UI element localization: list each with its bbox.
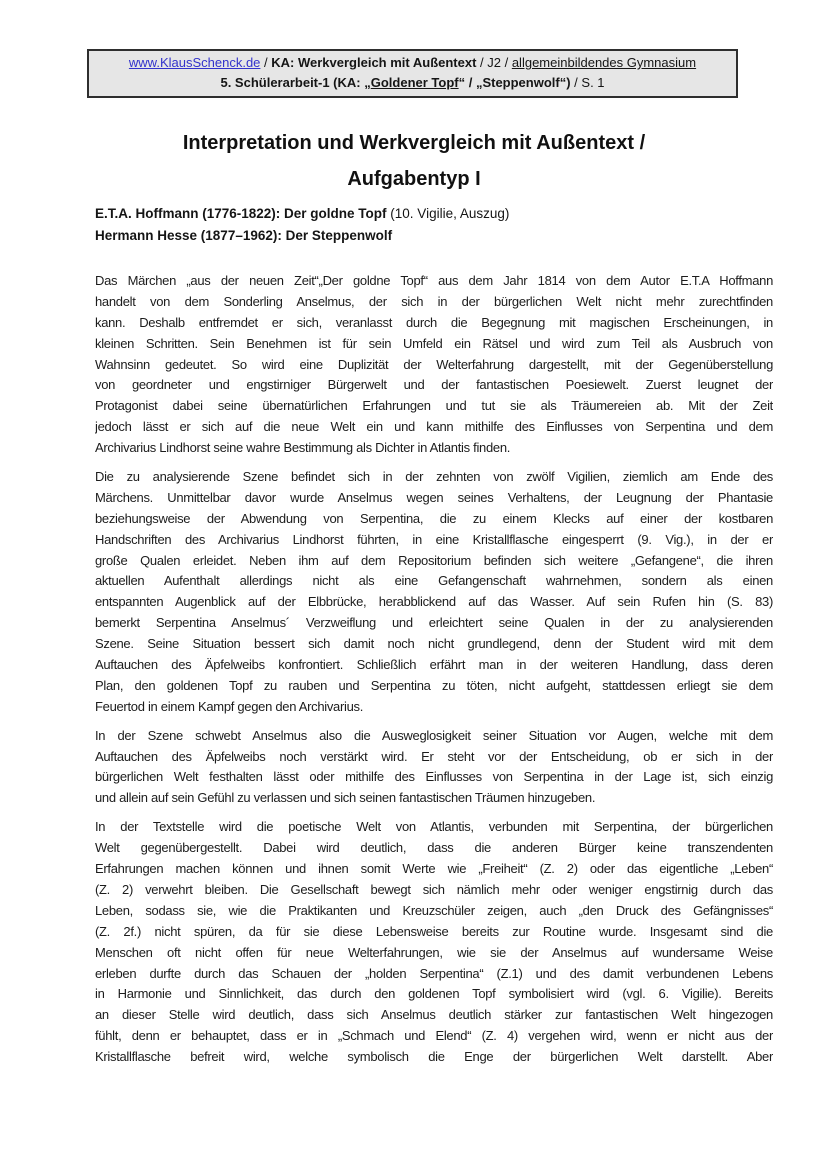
body-line: Auftauchen des Äpfelweibs konfrontiert. Schließlich erfährt man in der weiteren Handlung, dass deren — [95, 657, 773, 673]
text-segment: / — [260, 55, 272, 70]
body-line: große Qualen erleidet. Neben ihm auf dem Repositorium befinden sich weitere „Gefangene“, die ihren — [95, 552, 773, 568]
body-line: bemerkt Serpentina Anselmus´ Verzweiflung und erleichtert seine Qualen in der zu analysierenden — [95, 615, 773, 631]
header-line-1 — [95, 53, 730, 73]
body-line: Welt gegenübergestellt. Dabei wird deutlich, dass die anderen Bürger keine transzendenten — [95, 840, 773, 856]
paragraph-3 — [95, 726, 773, 810]
body-line: Das Märchen „aus der neuen Zeit“„Der goldne Topf“ aus dem Jahr 1814 von dem Autor E.T.A Hoffmann — [95, 273, 773, 288]
body-line: (Z. 2) verwehrt bleiben. Die Gesellschaft bewegt sich nämlich mehr oder weniger engstirnig durch das — [95, 881, 773, 897]
body-line: In der Textstelle wird die poetische Welt von Atlantis, verbunden mit Serpentina, der bürgerlichen — [95, 819, 773, 835]
body-line: Die zu analysierende Szene befindet sich in der zehnten von zwölf Vigilien, ziemlich am Ende des — [95, 469, 773, 485]
paragraph-4 — [95, 817, 773, 1068]
body-line: Wahnsinn gedeutet. So wird eine Duplizität der Welterfahrung dargestellt, mit der Gegenüberstellung — [95, 356, 773, 372]
body-line: Menschen oft nicht offen für neue Welterfahrungen, wie sie der Anselmus auf wundersame Weise — [95, 944, 773, 960]
body-line: Kristallflasche befreit wird, welche symbolisch die Enge der bürgerlichen Welt darstellt. Aber — [95, 1049, 773, 1065]
body-line: erleben durfte durch das Schauen der „holden Serpentina“ (Z.1) und des damit verbundenen Lebens — [95, 965, 773, 981]
header-line-2 — [95, 73, 730, 93]
body-line: Handschriften des Archivarius Lindhorst führten, in eine Kristallflasche eingesperrt (9. Vig.), in der er — [95, 531, 773, 547]
body-line: Protagonist dabei seine übernatürlichen Erfahrungen und tut sie als Träumereien ab. Mit der Zeit — [95, 398, 773, 414]
text-segment: “ / „Steppenwolf“) — [458, 75, 571, 90]
title-line-1: Interpretation und Werkvergleich mit Außentext / — [182, 132, 646, 154]
text-segment: KA: Werkvergleich mit Außentext — [271, 55, 477, 70]
text-segment: / J2 / — [476, 55, 512, 70]
website-link[interactable]: www.KlausSchenck.de — [128, 55, 261, 70]
body-line: handelt von dem Sonderling Anselmus, der sich in der bürgerlichen Welt nicht mehr zurechtfinden — [95, 293, 773, 309]
body-line: fühlt, denn er behauptet, dass er in „Schmach und Elend“ (Z. 4) vergehen wird, wenn er nicht aus der — [95, 1028, 773, 1044]
paragraph-1 — [95, 271, 773, 459]
essay-body — [95, 271, 773, 1068]
text-segment: Hermann Hesse (1877–1962): Der Steppenwolf — [95, 228, 393, 243]
text-segment: 5. Schülerarbeit-1 (KA: „ — [220, 75, 371, 90]
body-line: beziehungsweise der Abwendung von Serpentina, die zu einem Klecks auf einer der kostbaren — [95, 510, 773, 526]
body-line: Märchens. Unmittelbar davor wurde Anselmus wegen seines Verhaltens, der Leugnung der Phantasie — [95, 489, 773, 505]
text-segment: (10. Vigilie, Auszug) — [386, 206, 510, 221]
body-line: aktuellen Aufenthalt allerdings nicht als eine Gefangenschaft wahrnehmen, sondern als einen — [95, 573, 773, 589]
body-line: von geordneter und engstirniger Bürgerwelt und der fantastischen Poesiewelt. Zuerst leugnet der — [95, 377, 773, 393]
body-line: Erfahrungen machen können und ihnen somit Werte wie „Freiheit“ (Z. 2) oder das eigentliche „Leben“ — [95, 861, 773, 877]
body-line: kleinen Schritten. Sein Benehmen ist für sein Umfeld ein Rätsel und wird zum Teil als Ausbruch von — [95, 335, 773, 351]
paragraph-2 — [95, 467, 773, 718]
text-segment: E.T.A. Hoffmann (1776-1822): Der goldne Topf — [95, 206, 387, 221]
body-line: In der Szene schwebt Anselmus also die Ausweglosigkeit seiner Situation vor Augen, welche mit dem — [95, 727, 773, 743]
text-segment: allgemeinbildendes Gymnasium — [511, 55, 697, 70]
body-line: Feuertod in einem Kampf gegen den Archivarius. — [95, 698, 364, 714]
body-line: Auftauchen des Äpfelweibs noch verstärkt wird. Er steht vor der Entscheidung, ob er sich in der — [95, 748, 773, 764]
title-line-2: Aufgabentyp I — [347, 168, 481, 190]
body-line: Leben, sodass sie, wie die Praktikanten und Kreuzschüler zeigen, auch „den Druck des Gefängnisses“ — [95, 902, 773, 918]
text-segment: / S. 1 — [570, 75, 605, 90]
body-line: Plan, den goldenen Topf zu rauben und Serpentina zu töten, nicht aufgeht, stattdessen erliegt sie dem — [95, 677, 773, 693]
text-segment: Goldener Topf — [370, 75, 459, 90]
body-line: und allein auf sein Gefühl zu verlassen und sich seinen fantastischen Träumen hinzugeben. — [95, 790, 596, 806]
body-line: Archivarius Lindhorst seine wahre Bestimmung als Dichter in Atlantis finden. — [95, 440, 511, 456]
work-reference-hesse — [95, 225, 773, 247]
body-line: jedoch lässt er sich auf die neue Welt ein und kann mithilfe des Einflusses von Serpentina und dem — [95, 419, 773, 435]
body-line: (Z. 2f.) nicht spüren, da für sie diese Lebensweise bereits zur Routine wurde. Insgesamt sind die — [95, 923, 773, 939]
body-line: entspannten Augenblick auf der Elbbrücke, herabblickend auf das Wasser. Auf sein Rufen hin (S. 83) — [95, 594, 773, 610]
work-reference-hoffmann — [95, 203, 773, 225]
body-line: an dieser Stelle wird deutlich, dass sich Anselmus deutlich stärker zur fantastischen Welt hingezogen — [95, 1007, 773, 1023]
document-title — [0, 125, 828, 197]
body-line: bürgerlichen Welt festhalten lässt oder mithilfe des Einflusses von Serpentina in der Lage ist, sich einzig — [95, 769, 773, 785]
body-line: Szene. Seine Situation bessert sich damit noch nicht grundlegend, denn der Student wird mit dem — [95, 636, 773, 652]
body-line: in Harmonie und Sinnlichkeit, das durch den goldenen Topf symbolisiert wird (vgl. 6. Vigilie). Bereits — [95, 986, 773, 1002]
header-box — [87, 49, 738, 98]
work-references — [95, 203, 773, 247]
body-line: kann. Deshalb entfremdet er sich, veranlasst durch die Begegnung mit magischen Erscheinungen, in — [95, 314, 773, 330]
